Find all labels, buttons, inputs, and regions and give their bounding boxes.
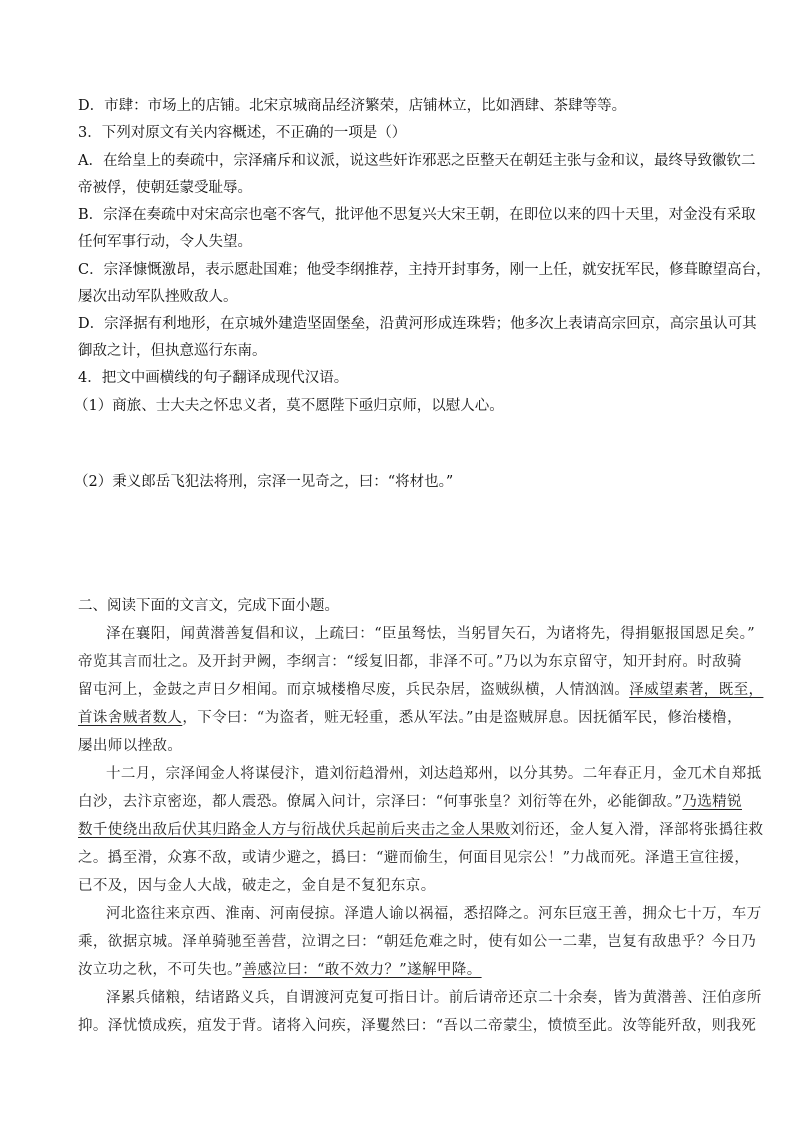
passage-p2-line3 [78,820,763,840]
passage-p1-line4 [78,708,742,728]
passage-p3-line3-text: 汝立功之秋，不可失也。” [78,962,243,978]
passage-p4-line1: 泽累兵储粮，结诸路义兵，自谓渡河克复可指日计。前后请帝还京二十余奏，皆为黄潜善、汪伯彦所 [106,990,762,1006]
passage-p2-line4: 之。撝至滑，众寡不敌，或请少避之，撝曰：“避而偷生，何面目见宗公！”力战而死。泽遣王宣往援， [78,850,750,866]
q3-stem: 3．下列对原文有关内容概述，不正确的一项是（） [78,125,407,141]
q3-option-b-line2: 任何军事行动，令人失望。 [78,234,252,250]
q3-option-b-line1: B．宗泽在奏疏中对宋高宗也毫不客气，批评他不思复兴大宋王朝，在即位以来的四十天里，对金没有采取 [78,207,756,223]
q4-sentence-2: （2）秉义郎岳飞犯法将刑，宗泽一见奇之，曰：“将材也。” [74,474,454,490]
passage-p1-line3 [78,680,763,700]
passage-p2-line3-text: 刘衍还，金人复入滑，泽部将张撝往救 [510,822,764,838]
underlined-sentence-2b: 数千使绕出敌后伏其归路金人方与衍战伏兵起前后夹击之金人果败 [78,822,511,838]
section2-heading: 二、阅读下面的文言文，完成下面小题。 [78,598,339,614]
q2-option-d: D．市肆：市场上的店铺。北宋京城商品经济繁荣，店铺林立，比如酒肆、茶肆等等。 [78,98,627,114]
passage-p2-line1: 十二月，宗泽闻金人将谋侵汴，遣刘衍趋滑州，刘达趋郑州，以分其势。二年春正月，金兀术自郑抵 [106,766,762,782]
q4-stem: 4．把文中画横线的句子翻译成现代汉语。 [78,370,349,386]
q3-option-a-line1: A．在给皇上的奏疏中，宗泽痛斥和议派，说这些奸诈邪恶之臣整天在朝廷主张与金和议，最终导致徽钦二 [78,153,756,169]
passage-p2-line5: 已不及，因与金人大战，破走之，金自是不复犯东京。 [78,878,436,894]
passage-p1-line4-text: ，下令曰：“为盗者，赃无轻重，悉从军法。”由是盗贼屏息。因抚循军民，修治楼橹， [182,710,742,726]
passage-p4-line2: 抑。泽忧愤成疾，疽发于背。诸将入问疾，泽矍然曰：“吾以二帝蒙尘，愤愤至此。汝等能歼敌，则我死 [78,1018,757,1034]
passage-p3-line1: 河北盗往来京西、淮南、河南侵掠。泽遣人谕以祸福，悉招降之。河东巨寇王善，拥众七十万，车万 [106,906,762,922]
passage-p1-line1: 泽在襄阳，闻黄潜善复倡和议，上疏曰：“臣虽驽怯，当躬冒矢石，为诸将先，得捐躯报国恩足矣。” [106,626,756,642]
passage-p1-line3-text: 留屯河上，金鼓之声日夕相闻。而京城楼橹尽废，兵民杂居，盗贼纵横，人情汹汹。 [78,682,630,698]
passage-p1-line2: 帝览其言而壮之。及开封尹阙，李纲言：“绥复旧都，非泽不可。”乃以为东京留守，知开封府。时敌骑 [78,654,742,670]
underlined-sentence-2a: 乃选精锐 [682,794,742,810]
passage-p2-line2 [78,792,742,812]
passage-p1-line5: 屡出师以挫敌。 [78,738,183,754]
q3-option-c-line1: C．宗泽慷慨激昂，表示愿赴国难；他受李纲推荐，主持开封事务，刚一上任，就安抚军民，修葺瞭望高台， [78,262,771,278]
passage-p3-line3 [78,960,482,980]
underlined-sentence-3: 善感泣曰：“敢不效力？”遂解甲降。 [242,962,482,978]
q3-option-d-line2: 御敌之计，但执意巡行东南。 [78,343,267,359]
q3-option-c-line2: 屡次出动军队挫败敌人。 [78,289,238,305]
q3-option-d-line1: D．宗泽据有利地形，在京城外建造坚固堡垒，沿黄河形成连珠砦；他多次上表请高宗回京，高宗虽认可其 [78,316,757,332]
underlined-sentence-1a: 泽威望素著，既至， [629,682,764,698]
passage-p2-line2-text: 白沙，去汴京密迩，都人震恐。僚属入问计，宗泽曰：“何事张皇？刘衍等在外，必能御敌。” [78,794,683,810]
q3-option-a-line2: 帝被俘，使朝廷蒙受耻辱。 [78,180,252,196]
q4-sentence-1: （1）商旅、士大夫之怀忠义者，莫不愿陛下亟归京师，以慰人心。 [74,398,504,414]
underlined-sentence-1b: 首诛舍贼者数人 [78,710,183,726]
passage-p3-line2: 乘，欲据京城。泽单骑驰至善营，泣谓之曰：“朝廷危难之时，使有如公一二辈，岂复有敌患乎？今日乃 [78,934,757,950]
